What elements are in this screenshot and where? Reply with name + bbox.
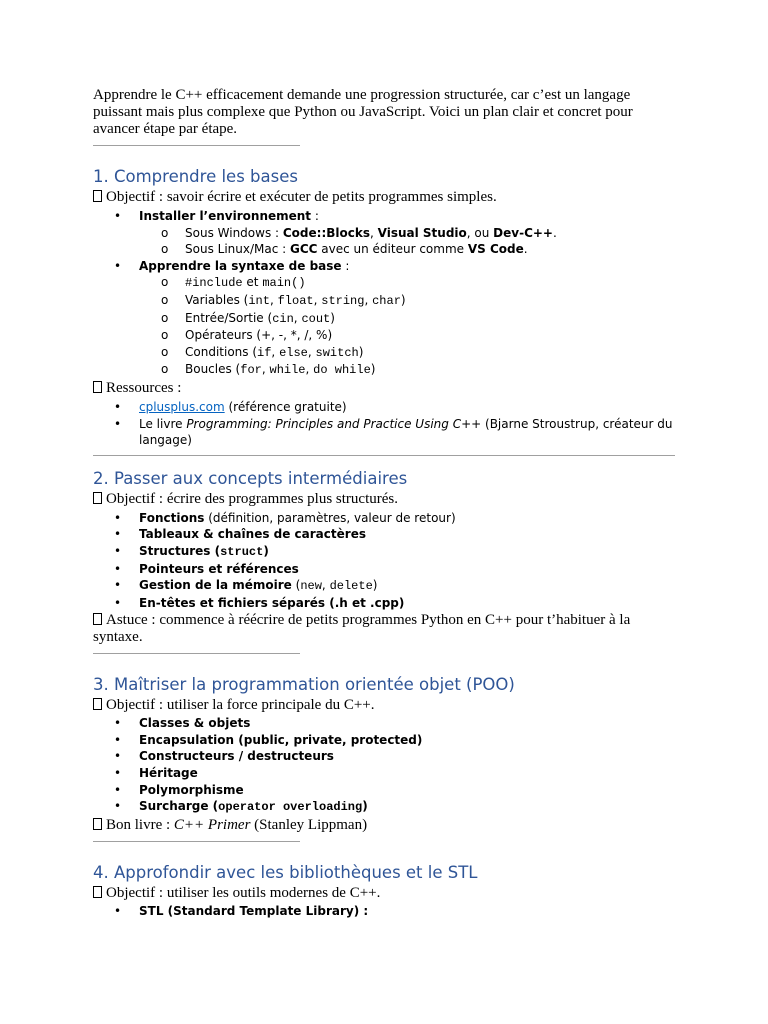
list-item: • Surcharge (operator overloading) xyxy=(93,798,683,816)
section-1-heading: 1. Comprendre les bases xyxy=(93,167,298,186)
section-3-list xyxy=(93,715,683,816)
list-item: • Structures (struct) xyxy=(93,543,683,561)
section-4-list xyxy=(93,903,683,920)
section-2-tip: Astuce : commence à réécrire de petits programmes Python en C++ pour t’habituer à la syntaxe. xyxy=(93,612,631,646)
list-item: o Opérateurs (+, -, *, /, %) xyxy=(93,327,683,344)
list-item: • Polymorphisme xyxy=(93,782,683,799)
section-2-list xyxy=(93,510,683,612)
sub-list xyxy=(93,225,683,258)
list-item: • Héritage xyxy=(93,765,683,782)
sub-list xyxy=(93,274,683,379)
checkbox-glyph xyxy=(93,492,102,504)
intro-paragraph: Apprendre le C++ efficacement demande une progression structurée, car c’est un langage puissant mais plus complexe que Python ou JavaScript. Voici un plan clair et concret pour avancer étape par étape. xyxy=(93,87,633,137)
section-3-objective: Objectif : utiliser la force principale du C++. xyxy=(93,697,683,714)
checkbox-glyph xyxy=(93,190,102,202)
list-item: • Tableaux & chaînes de caractères xyxy=(93,526,683,543)
section-3-heading: 3. Maîtriser la programmation orientée objet (POO) xyxy=(93,675,515,695)
list-item: • En-têtes et fichiers séparés (.h et .cpp) xyxy=(93,595,683,612)
section-1-objective: Objectif : savoir écrire et exécuter de petits programmes simples. xyxy=(93,189,683,206)
list-item: • Classes & objets xyxy=(93,715,683,732)
divider xyxy=(93,653,300,654)
list-item: • STL (Standard Template Library) : xyxy=(93,903,683,920)
list-item: • Installer l’environnement : o Sous Windows : Code::Blocks, Visual Studio, ou Dev-C++. o Sous Linux/Mac : GCC avec un éditeur comme VS Code. xyxy=(93,208,683,258)
divider xyxy=(93,145,300,146)
cplusplus-link[interactable]: cplusplus.com xyxy=(139,399,225,414)
list-item: • Apprendre la syntaxe de base : o #include et main() o Variables (int, float, string, char) o Entrée/Sortie (cin, cout) o Opérateurs (+, -, *, /, %) o Conditions (if, else, switch) o Boucles (for, while, do while) xyxy=(93,258,683,379)
section-2-objective: Objectif : écrire des programmes plus structurés. xyxy=(93,491,683,508)
list-item: • Constructeurs / destructeurs xyxy=(93,748,683,765)
document-page xyxy=(93,87,683,919)
resources-list xyxy=(93,399,683,449)
list-item: o Sous Windows : Code::Blocks, Visual Studio, ou Dev-C++. xyxy=(93,225,683,242)
list-item: o Boucles (for, while, do while) xyxy=(93,361,683,379)
section-4-heading: 4. Approfondir avec les bibliothèques et le STL xyxy=(93,862,478,882)
checkbox-glyph xyxy=(93,613,102,625)
list-item: • Pointeurs et références xyxy=(93,561,683,578)
list-item: • Encapsulation (public, private, protected) xyxy=(93,732,683,749)
section-1-list xyxy=(93,208,683,379)
list-item: • Fonctions (définition, paramètres, valeur de retour) xyxy=(93,510,683,527)
list-item: • Le livre Programming: Principles and Practice Using C++ (Bjarne Stroustrup, créateur du langage) xyxy=(93,416,683,449)
list-item: o Variables (int, float, string, char) xyxy=(93,292,683,310)
checkbox-glyph xyxy=(93,381,102,393)
checkbox-glyph xyxy=(93,818,102,830)
checkbox-glyph xyxy=(93,886,102,898)
list-item: o Conditions (if, else, switch) xyxy=(93,344,683,362)
checkbox-glyph xyxy=(93,698,102,710)
list-item: • Gestion de la mémoire (new, delete) xyxy=(93,577,683,595)
section-4-objective: Objectif : utiliser les outils modernes de C++. xyxy=(93,885,683,902)
list-item: o Entrée/Sortie (cin, cout) xyxy=(93,310,683,328)
section-2-heading: 2. Passer aux concepts intermédiaires xyxy=(93,468,408,488)
list-item: o Sous Linux/Mac : GCC avec un éditeur comme VS Code. xyxy=(93,241,683,258)
section-3-book: Bon livre : C++ Primer (Stanley Lippman) xyxy=(93,817,683,834)
divider xyxy=(93,841,300,842)
list-item: o #include et main() xyxy=(93,274,683,292)
list-item: • cplusplus.com (référence gratuite) xyxy=(93,399,683,416)
resources-label: Ressources : xyxy=(93,380,683,397)
divider xyxy=(93,455,675,456)
